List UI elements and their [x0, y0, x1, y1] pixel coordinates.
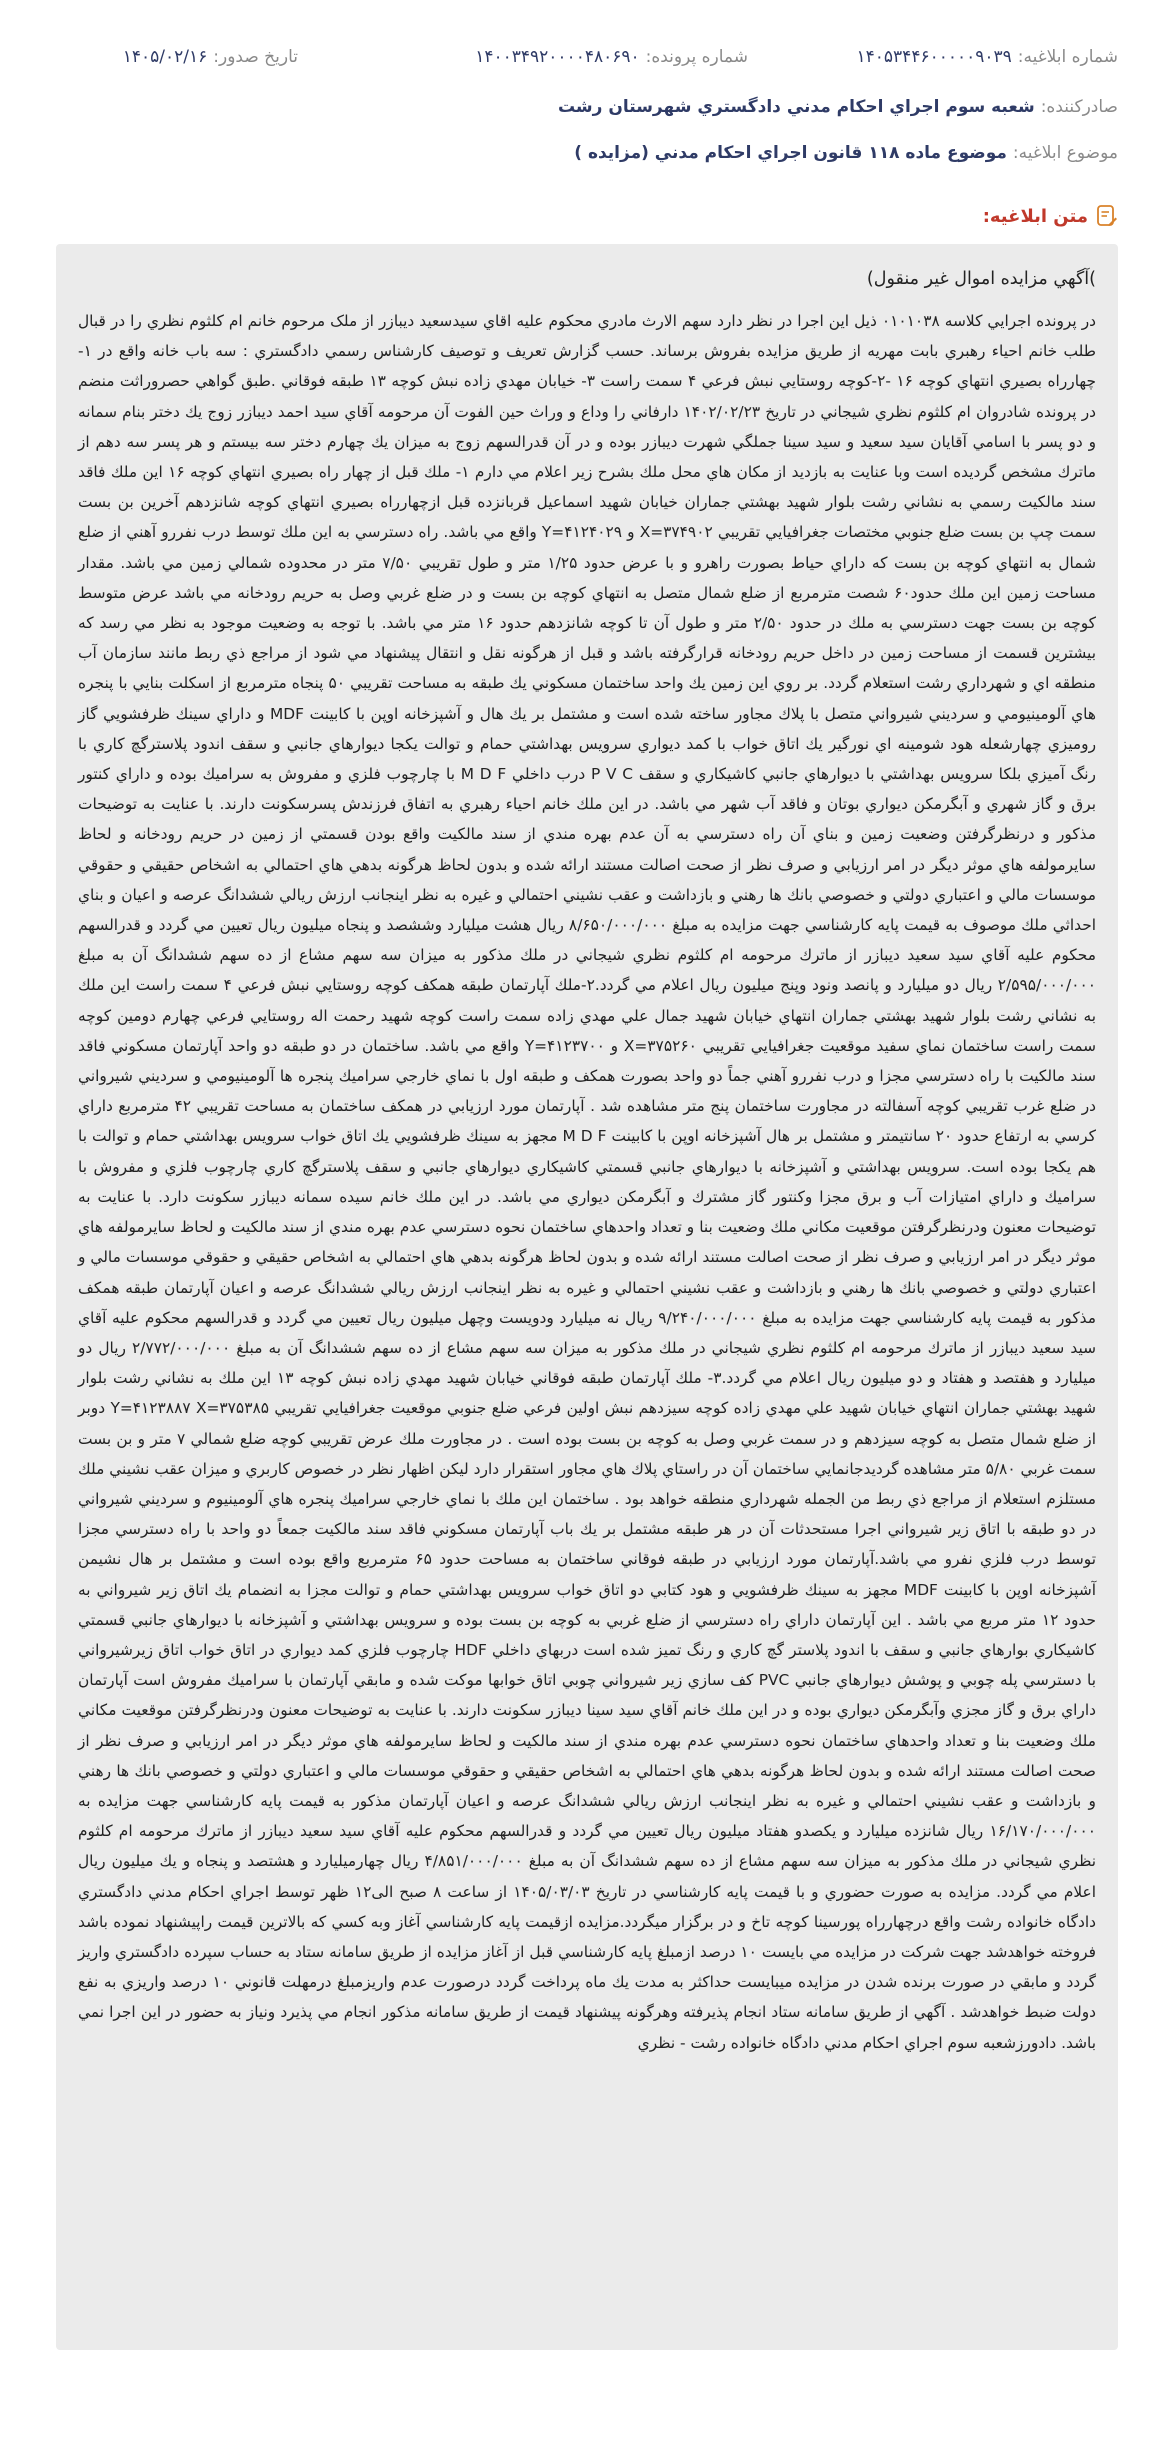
case-number: ۱۴۰۰۳۴۹۲۰۰۰۰۴۸۰۶۹۰: [475, 47, 640, 67]
subject: موضوع ماده ۱۱۸ قانون اجراي احكام مدني (مزايده ): [574, 143, 1007, 163]
notice-heading: )آگهي مزايده اموال غير منقول): [866, 269, 1096, 289]
meta-row-subject: [56, 130, 1118, 176]
case-number-group: [318, 47, 788, 67]
issuer-label: صادرکننده:: [1040, 97, 1118, 117]
case-number-label: شماره پرونده:: [645, 47, 748, 67]
notice-text-box: [56, 244, 1118, 2350]
notice-number-label: شماره ابلاغيه:: [1017, 47, 1118, 67]
meta-row-numbers: [56, 0, 1118, 70]
notice-number: ۱۴۰۵۳۴۴۶۰۰۰۰۰۹۰۳۹: [856, 47, 1012, 67]
notice-text-title: [56, 198, 1118, 234]
document-edit-icon: [1096, 204, 1118, 228]
issue-date: ۱۴۰۵/۰۲/۱۶: [122, 47, 208, 67]
notice-body: در پرونده اجرايي كلاسه ۰۱۰۱۰۳۸ ذيل اين اجرا در نظر دارد سهم الارث مادري محكوم عليه اقاي سيدسعيد ديبازر از ملک مرحوم خانم ام كلثوم نظري را در قبال طلب خانم احياء رهبري بابت مهريه از طريق مزايده بفروش برساند. حسب گزارش تعريف و توصيف كارشناس رسمي دادگستري : سه باب خانه واقع در ۱-چهارراه بصيري انتهاي كوچه ۱۶ -۲-كوچه روستايي نبش فرعي ۴ سمت راست ۳- خيابان مهدي زاده نبش كوچه ۱۳ طبقه فوقاني .طبق گواهي حصروراثت منضم در پرونده شادروان ام كلثوم نظري شيجاني در تاريخ ۱۴۰۲/۰۲/۲۳ دارفاني را وداع و وراث حين الفوت آن مرحومه آقاي سيد احمد ديبازر زوج يك دختر بنام سمانه و دو پسر با اسامي آقايان سيد سعيد و سيد سينا جملگي شهرت ديبازر بوده و در آن قدرالسهم زوج به ميزان يك چهارم دختر سه بيستم و هر پسر سه دهم از ماترك مشخص گرديده است وبا عنايت به بازديد از مكان هاي محل ملك بشرح زير اعلام مي دارم ۱- ملك قبل از چهار راه بصيري انتهاي كوچه ۱۶ اين ملك فاقد سند مالكيت رسمي به نشاني رشت بلوار شهيد بهشتي جماران خيابان شهيد اسماعيل قربانزده قبل ازچهارراه بصيري انتهاي كوچه شانزدهم آخرين بن بست سمت چپ بن بست ضلع جنوبي مختصات جغرافيايي تقريبي X=۳۷۴۹۰۲ و Y=۴۱۲۴۰۲۹ واقع مي باشد. راه دسترسي به اين ملك توسط درب نفررو آهني از ضلع شمال به انتهاي كوچه بن بست كه داراي حياط بصورت راهرو و با عرض حدود ۱/۲۵ متر و طول تقريبي ۷/۵۰ متر در محدوده شمالي زمين مي باشد. مقدار مساحت زمين اين ملك حدود۶۰ شصت مترمربع از ضلع شمال متصل به انتهاي كوچه بن بست و در ضلع غربي وصل به حريم رودخانه مي باشد عرض متوسط كوچه بن بست جهت دسترسي به ملك در حدود ۲/۵۰ متر و طول آن تا كوچه شانزدهم حدود ۱۶ متر مي باشد. با توجه به وضعيت موجود به نظر مي رسد كه بيشترين قسمت از مساحت زمين در داخل حريم رودخانه قرارگرفته باشد و قبل از هرگونه نقل و انتقال پيشنهاد مي شود از مراجع ذي ربط مانند سازمان آب منطقه اي و شهرداري رشت استعلام گردد. بر روي اين زمين يك واحد ساختمان مسكوني يك طبقه به مساحت تقريبي ۵۰ پنجاه مترمربع از اسكلت بنايي با پنجره هاي آلومينيومي و سرديني شيرواني متصل با پلاك مجاور ساخته شده است و مشتمل بر يك هال و آشپزخانه اوپن با كابينت MDF و داراي سينك ظرفشويي گاز روميزي چهارشعله هود شومينه اي نورگير يك اتاق خواب با كمد ديواري سرويس بهداشتي حمام و توالت يكجا ديوارهاي جانبي و سقف اندود پلاسترگچ كاري با رنگ آميزي بلكا سرويس بهداشتي با ديوارهاي جانبي كاشيكاري و سقف P V C درب داخلي M D F با چارچوب فلزي و مفروش به سراميك بوده و داراي كنتور برق و گاز شهري و آبگرمكن ديواري بوتان و فاقد آب شهر مي باشد. در اين ملك خانم احياء رهبري به اتفاق فرزندش پسرسكونت دارند. با عنايت به توضيحات مذكور و درنظرگرفتن وضعيت زمين و بناي آن راه دسترسي به آن عدم بهره مندي از سند مالكيت واقع بودن قسمتي از زمين در حريم رودخانه و لحاظ سايرمولفه هاي موثر ديگر در امر ارزيابي و صرف نظر از صحت اصالت مستند ارائه شده و بدون لحاظ هرگونه بدهي هاي احتمالي به اشخاص حقيقي و حقوقي موسسات مالي و اعتباري دولتي و خصوصي بانك ها رهني و بازداشت و عقب نشيني احتمالي و غيره به نظر اينجانب ارزش ريالي ششدانگ عرصه و اعيان و بناي احداثي ملك موصوف به قيمت پايه كارشناسي جهت مزايده به مبلغ ۸/۶۵۰/۰۰۰/۰۰۰ ريال هشت ميليارد وششصد و پنجاه ميليون ريال تعيين مي گردد و قدرالسهم محكوم عليه آقاي سيد سعيد ديبازر از ماترك مرحومه ام كلثوم نظري شيجاني در ملك مذكور به ميزان سه سهم مشاع از ده سهم ششدانگ آن به مبلغ ۲/۵۹۵/۰۰۰/۰۰۰ ريال دو ميليارد و پانصد ونود وپنج ميليون ريال اعلام مي گردد.۲-ملك آپارتمان طبقه همكف كوچه روستايي نبش فرعي ۴ سمت راست اين ملك به نشاني رشت بلوار شهيد بهشتي جماران انتهاي خيابان شهيد جمال علي مهدي زاده سمت راست كوچه شهيد رحمت اله روستايي فرعي چهارم دومين كوچه سمت راست ساختمان نماي سفيد موقعيت جغرافيايي تقريبي X=۳۷۵۲۶۰ و Y=۴۱۲۳۷۰۰ واقع مي باشد. ساختمان در دو طبقه دو واحد آپارتمان مسكوني فاقد سند مالكيت با راه دسترسي مجزا و درب نفررو آهني جماً دو واحد بصورت همكف و طبقه اول با نماي خارجي سراميك پنجره ها آلومينيومي و سرديني شيرواني در ضلع غرب تقريبي كوچه آسفالته در مجاورت ساختمان پنج متر مشاهده شد . آپارتمان مورد ارزيابي در همكف ساختمان به مساحت تقريبي ۴۲ مترمربع داراي كرسي به ارتفاع حدود ۲۰ سانتيمتر و مشتمل بر هال آشپزخانه اوپن با كابينت M D F مجهز به سينك ظرفشويي يك اتاق خواب سرويس بهداشتي حمام و توالت با هم يكجا بوده است. سرويس بهداشتي و آشپزخانه با ديوارهاي جانبي قسمتي كاشيكاري ديوارهاي جانبي و سقف پلاسترگچ كاري چارچوب فلزي و مفروش با سراميك و داراي امتيازات آب و برق مجزا وكنتور گاز مشترك و آبگرمكن ديواري مي باشد. در اين ملك خانم سيده سمانه ديبازر سكونت دارد. با عنايت به توضيحات معنون ودرنظرگرفتن موقعيت مكاني ملك وضعيت بنا و تعداد واحدهاي ساختمان نحوه دسترسي عدم بهره مندي از سند مالكيت و لحاظ سايرمولفه هاي موثر ديگر در امر ارزيابي و صرف نظر از صحت اصالت مستند ارائه شده و بدون لحاظ هرگونه بدهي هاي احتمالي به اشخاص حقيقي و حقوقي موسسات مالي و اعتباري دولتي و خصوصي بانك ها رهني و بازداشت و عقب نشيني احتمالي و غيره به نظر اينجانب ارزش ريالي ششدانگ عرصه و اعيان آپارتمان طبقه همكف مذكور به قيمت پايه كارشناسي جهت مزايده به مبلغ ۹/۲۴۰/۰۰۰/۰۰۰ ريال نه ميليارد ودويست وچهل ميليون ريال تعيين مي گردد و قدرالسهم محكوم عليه آقاي سيد سعيد ديبازر از ماترك مرحومه ام كلثوم نظري شيجاني در ملك مذكور به ميزان سه سهم مشاع از ده سهم ششدانگ آن به مبلغ ۲/۷۷۲/۰۰۰/۰۰۰ ريال دو ميليارد و هفتصد و هفتاد و دو ميليون ريال اعلام مي گردد.۳- ملك آپارتمان طبقه فوقاني خيابان شهيد مهدي زاده نبش كوچه ۱۳ اين ملك به نشاني رشت بلوار شهيد بهشتي جماران انتهاي خيابان شهيد علي مهدي زاده كوچه سيزدهم نبش اولين فرعي ضلع جنوبي موقعيت جغرافيايي تقريبي Y=۴۱۲۳۸۸۷ X=۳۷۵۳۸۵ دوبر از ضلع شمال متصل به كوچه سيزدهم و در سمت غربي وصل به كوچه بن بست بوده است . در مجاورت ملك عرض تقريبي كوچه ضلع شمالي ۷ متر و بن بست سمت غربي ۵/۸۰ متر مشاهده گرديدجانمايي ساختمان آن در راستاي پلاك هاي مجاور استقرار دارد ليكن اظهار نظر در خصوص كاربري و ميزان عقب نشيني ملك مستلزم استعلام از مراجع ذي ربط من الجمله شهرداري منطقه خواهد بود . ساختمان اين ملك با نماي خارجي سراميك پنجره هاي آلومينيوم و سرديني شيرواني در دو طبقه با اتاق زير شيرواني اجرا مستحدثات آن در هر طبقه مشتمل بر يك باب آپارتمان مسكوني فاقد سند مالكيت جمعاً دو واحد با راه دسترسي مجزا توسط درب فلزي نفرو مي باشد.آپارتمان مورد ارزيابي در طبقه فوقاني ساختمان به مساحت حدود ۶۵ مترمربع واقع بوده است و مشتمل بر هال نشيمن آشپزخانه اوپن با كابينت MDF مجهز به سينك ظرفشويي و هود كتابي دو اتاق خواب سرويس بهداشتي حمام و توالت مجزا به انضمام يك اتاق زير شيرواني به حدود ۱۲ متر مربع مي باشد . اين آپارتمان داراي راه دسترسي از ضلع غربي به كوچه بن بست بوده و سرويس بهداشتي و آشپزخانه با ديوارهاي جانبي قسمتي كاشيكاري بوارهاي جانبي و سقف با اندود پلاستر گچ كاري و رنگ تميز شده است دربهاي داخلي HDF چارچوب فلزي كمد ديواري در اتاق خواب اتاق زيرشيرواني با دسترسي پله چوبي و پوشش ديوارهاي جانبي PVC كف سازي زير شيرواني چوبي اتاق خوابها موكت شده و مابقي آپارتمان با سراميك مفروش است آپارتمان داراي برق و گاز مجزي وآبگرمكن ديواري بوده و در اين ملك خانم آقاي سيد سينا ديبازر سكونت دارند. با عنايت به توضيحات معنون ودرنظرگرفتن موقعيت مكاني ملك وضعيت بنا و تعداد واحدهاي ساختمان نحوه دسترسي عدم بهره مندي از سند مالكيت و لحاظ سايرمولفه هاي موثر ديگر در امر ارزيابي و صرف نظر از صحت اصالت مستند ارائه شده و بدون لحاظ هرگونه بدهي هاي احتمالي به اشخاص حقيقي و حقوقي موسسات مالي و اعتباري دولتي و خصوصي بانك ها رهني و بازداشت و عقب نشيني احتمالي و غيره به نظر اينجانب ارزش ريالي ششدانگ عرصه و اعيان آپارتمان مذكور به قيمت پايه كارشناسي جهت مزايده به ۱۶/۱۷۰/۰۰۰/۰۰۰ ريال شانزده ميليارد و يكصدو هفتاد ميليون ريال تعيين مي گردد و قدرالسهم محكوم عليه آقاي سيد سعيد ديبازر از ماترك مرحومه ام كلثوم نظري شيجاني در ملك مذكور به ميزان سه سهم مشاع از ده سهم ششدانگ آن به مبلغ ۴/۸۵۱/۰۰۰/۰۰۰ ريال چهارميليارد و هشتصد و پنجاه و يك ميليون ريال اعلام مي گردد. مزايده به صورت حضوري و با قيمت پايه كارشناسي در تاريخ ۱۴۰۵/۰۳/۰۳ از ساعت ۸ صبح الی۱۲ ظهر توسط اجراي احكام مدني دادگستري دادگاه خانواده رشت واقع درچهارراه پورسينا كوچه تاخ و در برگزار ميگردد.مزايده ازقيمت پايه كارشناسي آغاز وبه كسي كه بالاترين قيمت راپيشنهاد نموده باشد فروخته خواهدشد جهت شركت در مزايده مي بايست ۱۰ درصد ازمبلغ پايه كارشناسي قبل از آغاز مزايده از طريق سامانه ستاد به حساب سپرده دادگستري واريز گردد و مابقي در صورت برنده شدن در مزايده ميبايست حداكثر به مدت يك ماه پرداخت گردد درصورت عدم واريزمبلغ درمهلت قانوني ۱۰ درصد واريزي به نفع دولت ضبط خواهدشد . آگهي از طريق سامانه ستاد انجام پذيرفته وهرگونه پيشنهاد قيمت از طريق سامانه مذكور انجام مي پذيرد ونياز به حضور در اين اجرا نمي باشد. دادورزشعبه سوم اجراي احكام مدني دادگاه خانواده رشت - نظري: [78, 312, 1097, 2052]
issuer: شعبه سوم اجراي احكام مدني دادگستري شهرستان رشت: [557, 97, 1035, 117]
issue-date-group: [123, 47, 318, 67]
meta-row-issuer: [56, 84, 1118, 130]
notice-text-label: متن ابلاغيه:: [982, 205, 1088, 227]
subject-label: موضوع ابلاغيه:: [1012, 143, 1118, 163]
notice-number-group: [788, 47, 1118, 67]
issue-date-label: تاريخ صدور:: [213, 47, 298, 67]
